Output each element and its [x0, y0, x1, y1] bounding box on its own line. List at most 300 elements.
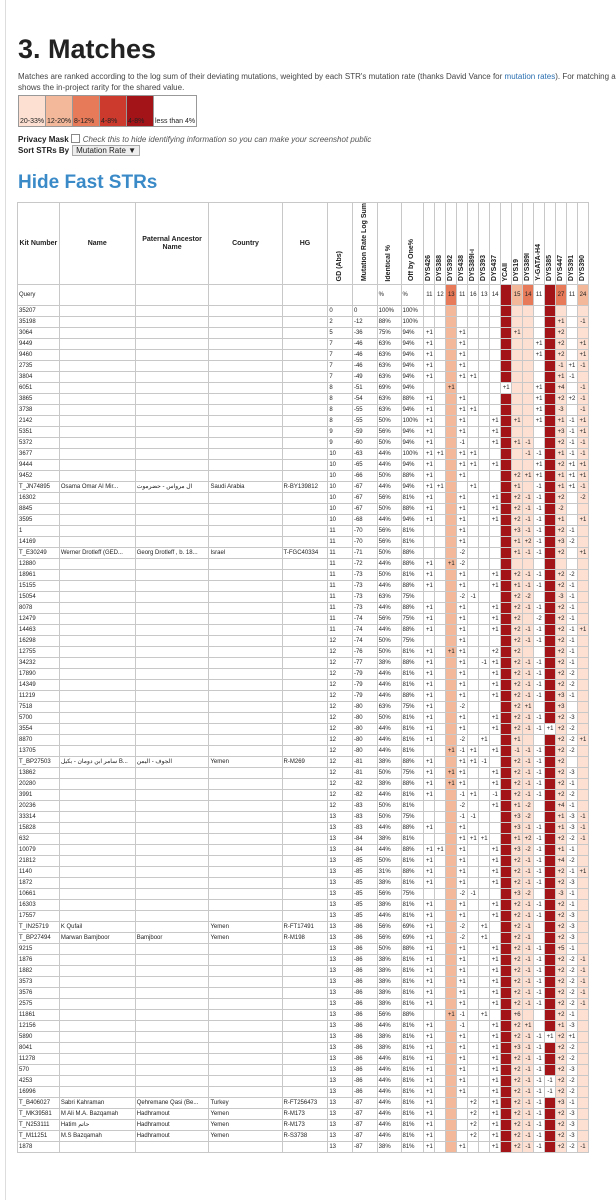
table-row[interactable] — [18, 669, 589, 680]
ancestor-cell — [135, 779, 209, 790]
table-row[interactable] — [18, 350, 589, 361]
table-row[interactable] — [18, 977, 589, 988]
ancestor-cell — [135, 889, 209, 900]
table-row[interactable] — [18, 823, 589, 834]
str-diff-cell — [446, 911, 457, 922]
table-row[interactable] — [18, 570, 589, 581]
table-row[interactable] — [18, 361, 589, 372]
gd-cell: 8 — [328, 383, 353, 394]
str-diff-cell: -1 — [468, 592, 479, 603]
column-header[interactable]: Name — [59, 203, 135, 285]
str-diff-cell — [566, 559, 577, 570]
str-diff-cell: +1 — [490, 1087, 501, 1098]
str-diff-cell — [435, 603, 446, 614]
table-row[interactable] — [18, 526, 589, 537]
str-column-header[interactable] — [556, 203, 567, 285]
table-row[interactable] — [18, 372, 589, 383]
offbyone-cell: 81% — [401, 856, 424, 867]
str-diff-cell — [457, 317, 468, 328]
identical-cell: 56% — [377, 922, 401, 933]
str-diff-cell: +1 — [457, 669, 468, 680]
str-diff-cell: +2 — [512, 944, 523, 955]
table-row[interactable] — [18, 1065, 589, 1076]
table-row[interactable] — [18, 900, 589, 911]
table-row[interactable] — [18, 1087, 589, 1098]
str-diff-cell — [468, 1032, 479, 1043]
kit-number: 9444 — [18, 460, 60, 471]
str-diff-cell — [501, 482, 512, 493]
str-diff-cell: +2 — [556, 1076, 567, 1087]
table-row[interactable] — [18, 515, 589, 526]
str-diff-cell — [534, 372, 545, 383]
str-diff-cell — [435, 856, 446, 867]
table-row[interactable] — [18, 746, 589, 757]
str-diff-cell — [479, 416, 490, 427]
ancestor-cell — [135, 581, 209, 592]
table-row[interactable] — [18, 757, 589, 768]
table-row[interactable] — [18, 306, 589, 317]
str-column-header[interactable] — [468, 203, 479, 285]
log-sum-cell: -74 — [352, 614, 377, 625]
identical-cell: 44% — [377, 515, 401, 526]
column-header[interactable] — [352, 203, 377, 285]
table-row[interactable] — [18, 592, 589, 603]
ancestor-cell — [135, 691, 209, 702]
str-diff-cell — [501, 306, 512, 317]
str-diff-cell: +1 — [457, 713, 468, 724]
country-cell — [209, 977, 282, 988]
str-column-header[interactable] — [446, 203, 457, 285]
table-row[interactable] — [18, 460, 589, 471]
log-sum-cell: -85 — [352, 911, 377, 922]
log-sum-cell: -84 — [352, 845, 377, 856]
str-diff-cell: +1 — [424, 372, 435, 383]
str-diff-cell: -1 — [523, 603, 534, 614]
table-row[interactable] — [18, 988, 589, 999]
table-row[interactable] — [18, 405, 589, 416]
table-row[interactable] — [18, 427, 589, 438]
str-diff-cell: +1 — [457, 988, 468, 999]
str-column-header[interactable] — [512, 203, 523, 285]
str-diff-cell: -1 — [523, 1131, 534, 1142]
str-diff-cell: +1 — [490, 1131, 501, 1142]
str-diff-cell: +1 — [468, 460, 479, 471]
table-row[interactable] — [18, 581, 589, 592]
privacy-mask-checkbox[interactable] — [71, 134, 80, 143]
str-diff-cell — [435, 405, 446, 416]
table-row[interactable] — [18, 889, 589, 900]
log-sum-cell: -68 — [352, 515, 377, 526]
str-diff-cell — [468, 1021, 479, 1032]
str-diff-cell: -1 — [566, 900, 577, 911]
ancestor-cell: Qehremane Qasi (Be... — [135, 1098, 209, 1109]
ancestor-cell — [135, 713, 209, 724]
str-diff-cell: +1 — [424, 394, 435, 405]
str-diff-cell — [501, 592, 512, 603]
str-diff-cell: +1 — [424, 779, 435, 790]
str-diff-cell: +3 — [556, 1098, 567, 1109]
str-diff-cell: -1 — [534, 955, 545, 966]
str-diff-cell — [545, 757, 556, 768]
table-row[interactable] — [18, 449, 589, 460]
str-diff-cell: +3 — [512, 812, 523, 823]
str-diff-cell: +1 — [479, 735, 490, 746]
table-row[interactable] — [18, 1043, 589, 1054]
table-row[interactable] — [18, 922, 589, 933]
table-row[interactable] — [18, 834, 589, 845]
str-diff-cell — [446, 460, 457, 471]
table-row[interactable] — [18, 735, 589, 746]
str-diff-cell: -3 — [566, 1120, 577, 1131]
table-row[interactable] — [18, 856, 589, 867]
str-diff-cell — [446, 625, 457, 636]
str-diff-cell: -1 — [523, 1109, 534, 1120]
str-diff-cell — [577, 669, 588, 680]
table-row[interactable] — [18, 438, 589, 449]
str-column-header[interactable] — [545, 203, 556, 285]
str-diff-cell: +1 — [577, 460, 588, 471]
table-row[interactable] — [18, 493, 589, 504]
table-row[interactable] — [18, 614, 589, 625]
table-row[interactable] — [18, 702, 589, 713]
column-header[interactable]: HG — [282, 203, 328, 285]
mutation-rates-link[interactable]: mutation rates — [504, 72, 556, 81]
identical-cell: 50% — [377, 438, 401, 449]
str-column-label: DYS390 — [578, 255, 586, 282]
table-row[interactable] — [18, 801, 589, 812]
name-cell — [59, 724, 135, 735]
kit-number: T_E30249 — [18, 548, 60, 559]
str-diff-cell — [577, 691, 588, 702]
table-row[interactable] — [18, 328, 589, 339]
str-diff-cell: +1 — [479, 933, 490, 944]
name-cell — [59, 713, 135, 724]
str-diff-cell — [545, 900, 556, 911]
column-header[interactable]: Kit Number — [18, 203, 60, 285]
table-row[interactable] — [18, 999, 589, 1010]
offbyone-cell: 81% — [401, 911, 424, 922]
str-column-header[interactable] — [424, 203, 435, 285]
str-diff-cell — [523, 339, 534, 350]
column-header-label: Mutation Rate Log Sum — [360, 203, 368, 282]
table-row[interactable] — [18, 1109, 589, 1120]
log-sum-cell: -86 — [352, 944, 377, 955]
str-diff-cell: +1 — [566, 1032, 577, 1043]
table-row[interactable] — [18, 548, 589, 559]
ancestor-cell — [135, 735, 209, 746]
sort-select[interactable]: Mutation Rate ▼ — [72, 145, 140, 156]
table-row[interactable] — [18, 339, 589, 350]
str-diff-cell — [545, 405, 556, 416]
str-diff-cell — [490, 1010, 501, 1021]
gd-cell: 13 — [328, 1032, 353, 1043]
country-cell — [209, 317, 282, 328]
table-row[interactable] — [18, 537, 589, 548]
table-row[interactable] — [18, 317, 589, 328]
str-diff-cell — [566, 548, 577, 559]
ancestor-cell — [135, 592, 209, 603]
str-diff-cell — [435, 1021, 446, 1032]
str-diff-cell: -2 — [566, 1043, 577, 1054]
str-diff-cell: +1 — [490, 603, 501, 614]
table-row[interactable] — [18, 812, 589, 823]
str-diff-cell: -1 — [523, 966, 534, 977]
haplogroup-cell — [282, 460, 328, 471]
str-diff-cell: +1 — [545, 724, 556, 735]
str-diff-cell — [468, 735, 479, 746]
str-column-header[interactable] — [435, 203, 446, 285]
str-diff-cell: +2 — [556, 966, 567, 977]
str-column-label: DYS19 — [513, 258, 521, 282]
str-diff-cell — [501, 669, 512, 680]
str-diff-cell: -1 — [523, 1032, 534, 1043]
column-header[interactable] — [377, 203, 401, 285]
table-row[interactable] — [18, 911, 589, 922]
str-column-header[interactable] — [577, 203, 588, 285]
str-diff-cell — [545, 812, 556, 823]
ancestor-cell — [135, 603, 209, 614]
column-header[interactable]: Paternal Ancestor Name — [135, 203, 209, 285]
table-row[interactable] — [18, 383, 589, 394]
str-diff-cell — [501, 724, 512, 735]
log-sum-cell: -74 — [352, 625, 377, 636]
log-sum-cell: -86 — [352, 955, 377, 966]
gd-cell: 12 — [328, 779, 353, 790]
str-diff-cell — [435, 306, 446, 317]
str-diff-cell: +2 — [556, 735, 567, 746]
table-row[interactable] — [18, 625, 589, 636]
table-row[interactable] — [18, 1032, 589, 1043]
table-row[interactable] — [18, 416, 589, 427]
legend-label: 4-8% — [101, 118, 118, 125]
str-diff-cell: +1 — [457, 537, 468, 548]
identical-cell: 50% — [377, 636, 401, 647]
offbyone-cell: 88% — [401, 1010, 424, 1021]
legend-label: less than 4% — [155, 118, 196, 125]
str-diff-cell — [468, 999, 479, 1010]
table-row[interactable] — [18, 933, 589, 944]
table-row[interactable] — [18, 713, 589, 724]
table-row[interactable] — [18, 471, 589, 482]
str-diff-cell: +3 — [556, 427, 567, 438]
kit-number: 16996 — [18, 1087, 60, 1098]
str-diff-cell — [479, 570, 490, 581]
str-diff-cell — [424, 317, 435, 328]
table-row[interactable] — [18, 603, 589, 614]
kit-number: 6051 — [18, 383, 60, 394]
str-diff-cell — [479, 372, 490, 383]
str-diff-cell: +1 — [566, 482, 577, 493]
table-row[interactable] — [18, 966, 589, 977]
str-diff-cell: +1 — [457, 361, 468, 372]
str-column-header[interactable] — [523, 203, 534, 285]
str-diff-cell: +1 — [512, 801, 523, 812]
identical-cell: 63% — [377, 702, 401, 713]
log-sum-cell: -74 — [352, 636, 377, 647]
str-diff-cell: +1 — [523, 471, 534, 482]
str-diff-cell — [501, 317, 512, 328]
str-diff-cell — [577, 636, 588, 647]
privacy-mask-label: Privacy Mask — [18, 135, 69, 144]
kit-number: 34232 — [18, 658, 60, 669]
empty-cell — [59, 285, 135, 306]
str-diff-cell — [479, 944, 490, 955]
str-diff-cell: -3 — [566, 713, 577, 724]
str-diff-cell: +1 — [577, 339, 588, 350]
str-diff-cell — [501, 834, 512, 845]
legend-swatch — [46, 96, 73, 126]
table-row[interactable] — [18, 1021, 589, 1032]
str-diff-cell — [446, 944, 457, 955]
str-diff-cell — [468, 955, 479, 966]
table-row[interactable] — [18, 1131, 589, 1142]
column-header[interactable] — [328, 203, 353, 285]
log-sum-cell: -73 — [352, 592, 377, 603]
ancestor-cell — [135, 768, 209, 779]
kit-number: 15828 — [18, 823, 60, 834]
str-diff-cell — [468, 702, 479, 713]
str-diff-cell — [577, 592, 588, 603]
table-row[interactable] — [18, 504, 589, 515]
name-cell — [59, 955, 135, 966]
table-row[interactable] — [18, 394, 589, 405]
str-diff-cell: +1 — [577, 416, 588, 427]
table-row[interactable] — [18, 867, 589, 878]
str-diff-cell: -1 — [523, 449, 534, 460]
matches-table-wrapper[interactable] — [17, 202, 589, 1200]
str-diff-cell: +2 — [556, 955, 567, 966]
identical-cell: 44% — [377, 1076, 401, 1087]
table-row[interactable] — [18, 1010, 589, 1021]
str-diff-cell — [545, 768, 556, 779]
str-diff-cell — [435, 680, 446, 691]
str-diff-cell — [534, 328, 545, 339]
table-row[interactable] — [18, 559, 589, 570]
str-diff-cell — [566, 702, 577, 713]
str-column-header[interactable] — [490, 203, 501, 285]
gd-cell: 7 — [328, 350, 353, 361]
str-diff-cell: -1 — [534, 911, 545, 922]
table-row[interactable] — [18, 768, 589, 779]
str-diff-cell: +1 — [468, 746, 479, 757]
str-diff-cell — [577, 680, 588, 691]
str-diff-cell: -1 — [577, 966, 588, 977]
str-diff-cell — [577, 878, 588, 889]
str-diff-cell: +1 — [534, 405, 545, 416]
str-column-header[interactable] — [501, 203, 512, 285]
haplogroup-cell — [282, 779, 328, 790]
str-column-header[interactable] — [534, 203, 545, 285]
gd-cell: 10 — [328, 449, 353, 460]
str-diff-cell — [490, 757, 501, 768]
table-row[interactable] — [18, 1054, 589, 1065]
kit-number: 10661 — [18, 889, 60, 900]
name-cell — [59, 658, 135, 669]
table-row[interactable] — [18, 779, 589, 790]
hide-fast-strs-toggle[interactable]: Hide Fast STRs — [18, 172, 158, 193]
str-diff-cell: -1 — [534, 856, 545, 867]
table-row[interactable] — [18, 680, 589, 691]
gd-cell: 2 — [328, 317, 353, 328]
log-sum-cell: -76 — [352, 647, 377, 658]
ancestor-cell — [135, 372, 209, 383]
str-diff-cell: -1 — [534, 845, 545, 856]
ancestor-cell — [135, 1043, 209, 1054]
str-diff-cell — [479, 482, 490, 493]
str-diff-cell — [446, 790, 457, 801]
haplogroup-cell — [282, 526, 328, 537]
str-column-header[interactable] — [479, 203, 490, 285]
column-header[interactable]: Country — [209, 203, 282, 285]
str-column-header[interactable] — [566, 203, 577, 285]
str-diff-cell: -1 — [534, 746, 545, 757]
table-row[interactable] — [18, 845, 589, 856]
identical-cell: 63% — [377, 339, 401, 350]
country-cell — [209, 900, 282, 911]
table-row[interactable] — [18, 1098, 589, 1109]
table-row[interactable] — [18, 790, 589, 801]
table-row[interactable] — [18, 878, 589, 889]
str-diff-cell: +1 — [490, 779, 501, 790]
str-diff-cell: +1 — [424, 328, 435, 339]
str-diff-cell: +1 — [424, 922, 435, 933]
str-diff-cell — [446, 515, 457, 526]
table-row[interactable] — [18, 658, 589, 669]
kit-number: 33314 — [18, 812, 60, 823]
str-diff-cell: +1 — [490, 856, 501, 867]
table-row[interactable] — [18, 636, 589, 647]
str-diff-cell: +1 — [424, 449, 435, 460]
country-cell — [209, 966, 282, 977]
name-cell — [59, 1087, 135, 1098]
kit-number: 11219 — [18, 691, 60, 702]
table-row[interactable] — [18, 482, 589, 493]
str-diff-cell — [577, 1032, 588, 1043]
table-row[interactable] — [18, 724, 589, 735]
table-row[interactable] — [18, 944, 589, 955]
name-cell — [59, 845, 135, 856]
str-diff-cell — [479, 1065, 490, 1076]
name-cell — [59, 977, 135, 988]
table-row[interactable] — [18, 955, 589, 966]
table-row[interactable] — [18, 691, 589, 702]
str-diff-cell: +1 — [479, 834, 490, 845]
str-diff-cell: +3 — [556, 537, 567, 548]
str-diff-cell — [501, 746, 512, 757]
query-str-value: 11 — [566, 285, 577, 306]
str-diff-cell: -1 — [523, 548, 534, 559]
table-row[interactable] — [18, 647, 589, 658]
str-diff-cell — [545, 801, 556, 812]
gd-cell: 13 — [328, 1120, 353, 1131]
str-diff-cell: +1 — [446, 768, 457, 779]
offbyone-cell: 81% — [401, 570, 424, 581]
table-row[interactable] — [18, 1142, 589, 1153]
str-diff-cell — [446, 933, 457, 944]
str-diff-cell — [577, 768, 588, 779]
str-diff-cell — [446, 548, 457, 559]
str-diff-cell — [435, 427, 446, 438]
column-header[interactable] — [401, 203, 424, 285]
str-column-header[interactable] — [457, 203, 468, 285]
log-sum-cell: -81 — [352, 757, 377, 768]
str-diff-cell: +1 — [512, 548, 523, 559]
str-diff-cell: +1 — [424, 900, 435, 911]
table-row[interactable] — [18, 1076, 589, 1087]
str-diff-cell: -1 — [468, 812, 479, 823]
haplogroup-cell: R-M173 — [282, 1120, 328, 1131]
table-row[interactable] — [18, 1120, 589, 1131]
